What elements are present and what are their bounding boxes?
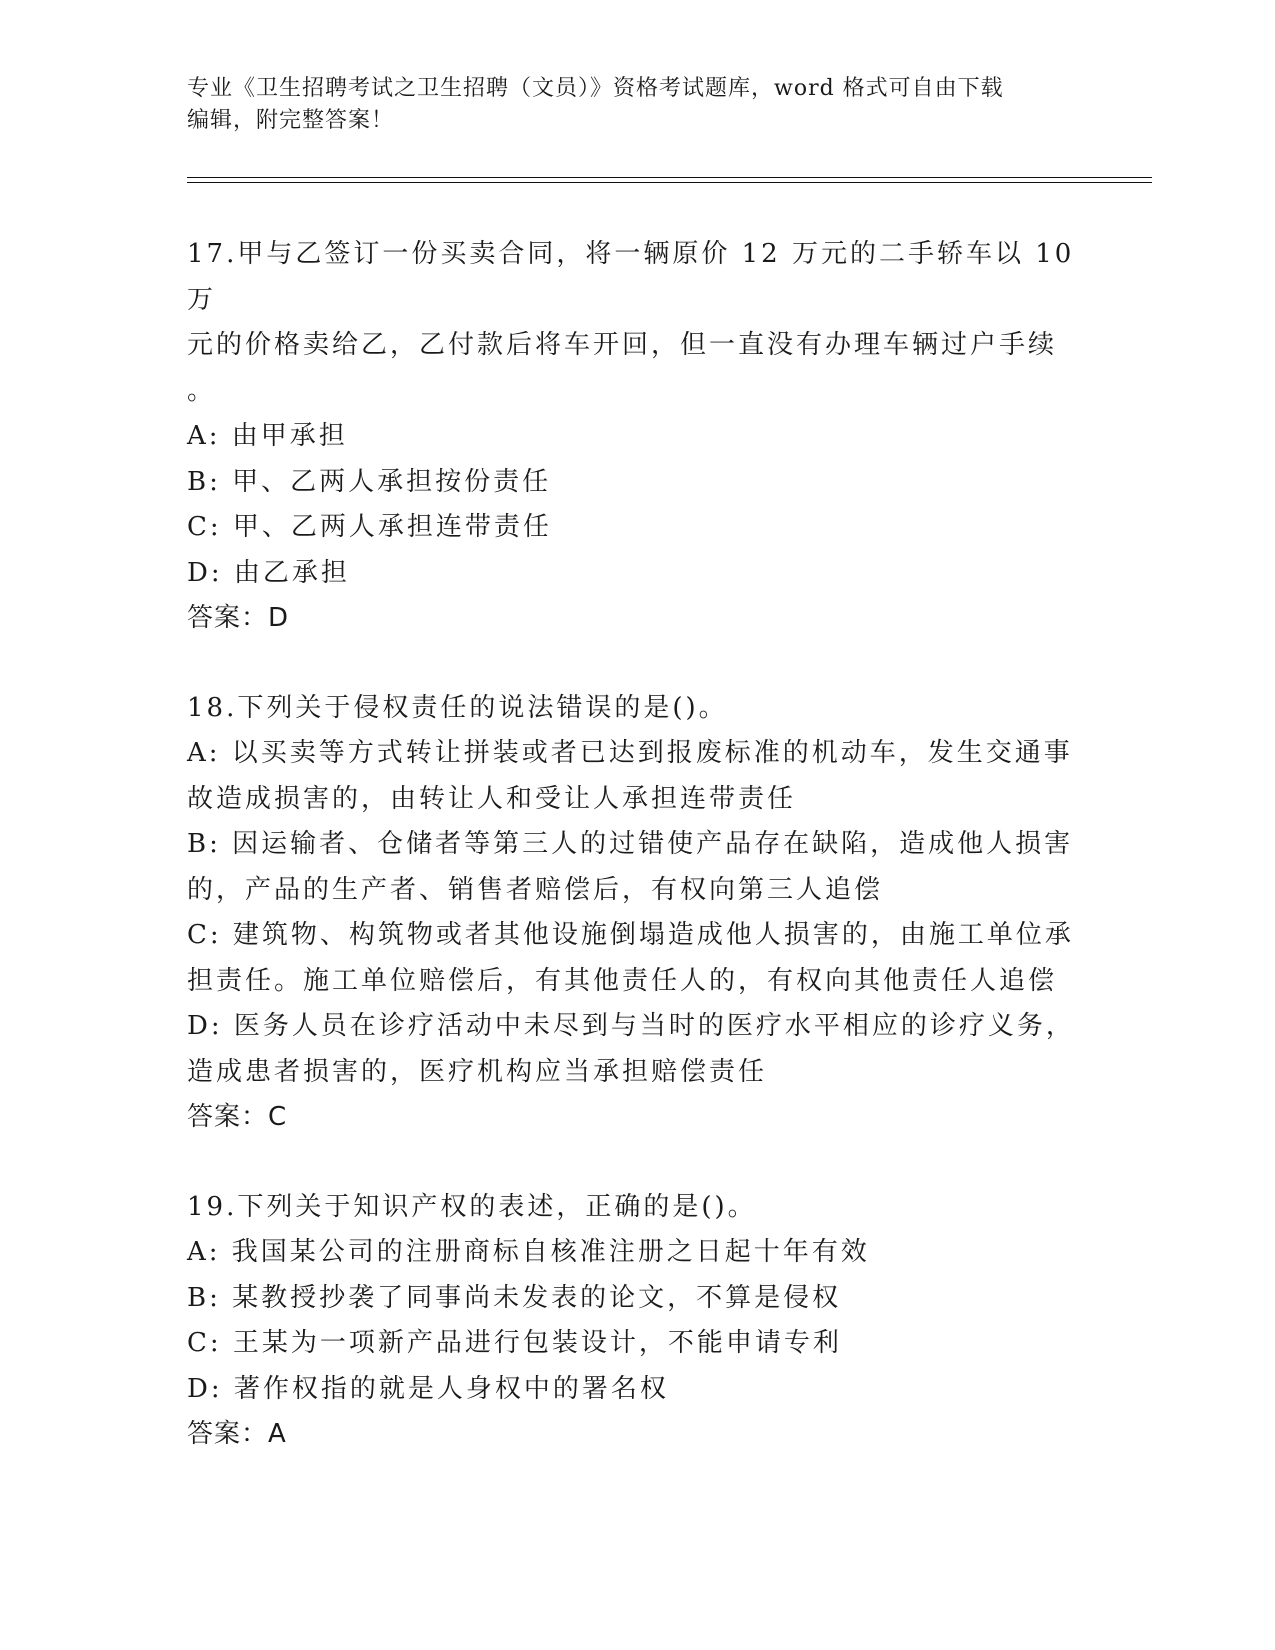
option-b: B: 甲、乙两人承担按份责任	[187, 466, 552, 497]
question-17	[187, 232, 1087, 642]
option-a-line-2: 故造成损害的，由转让人和受让人承担连带责任	[187, 783, 797, 814]
question-stem-line: 19.下列关于知识产权的表述，正确的是()。	[187, 1191, 757, 1222]
question-stem-line: 。	[187, 375, 217, 406]
option-a-line-1: A: 以买卖等方式转让拼装或者已达到报废标准的机动车，发生交通事	[187, 738, 1073, 768]
option-d-line-1: D: 医务人员在诊疗活动中未尽到与当时的医疗水平相应的诊疗义务，	[187, 1011, 1075, 1041]
header-line-2: 编辑，附完整答案！	[187, 108, 395, 133]
question-stem-line: 18.下列关于侵权责任的说法错误的是()。	[187, 692, 728, 723]
header-divider-top	[187, 177, 1152, 178]
answer-line: 答案：D	[187, 603, 290, 633]
option-a: A: 由甲承担	[187, 421, 348, 451]
option-d-line-2: 造成患者损害的，医疗机构应当承担赔偿责任	[187, 1056, 768, 1087]
option-c-line-2: 担责任。施工单位赔偿后，有其他责任人的，有权向其他责任人追偿	[187, 965, 1058, 996]
answer-line: 答案：A	[187, 1419, 287, 1449]
option-b-line-1: B: 因运输者、仓储者等第三人的过错使产品存在缺陷，造成他人损害	[187, 829, 1074, 859]
answer-line: 答案：C	[187, 1102, 288, 1132]
question-list	[187, 232, 1087, 1502]
header-line-1: 专业《卫生招聘考试之卫生招聘（文员）》资格考试题库，word 格式可自由下载	[187, 76, 1004, 101]
question-stem-line: 17.甲与乙签订一份买卖合同，将一辆原价 12 万元的二手轿车以 10 万	[187, 239, 1086, 315]
option-c: C: 王某为一项新产品进行包装设计，不能申请专利	[187, 1328, 842, 1358]
option-c: C: 甲、乙两人承担连带责任	[187, 512, 552, 542]
option-a: A: 我国某公司的注册商标自核准注册之日起十年有效	[187, 1237, 870, 1267]
option-d: D: 著作权指的就是人身权中的署名权	[187, 1373, 669, 1404]
question-stem-line: 元的价格卖给乙，乙付款后将车开回，但一直没有办理车辆过户手续	[187, 330, 1058, 360]
option-b: B: 某教授抄袭了同事尚未发表的论文，不算是侵权	[187, 1282, 842, 1313]
question-19	[187, 1185, 1087, 1458]
question-18	[187, 686, 1087, 1141]
option-c-line-1: C: 建筑物、构筑物或者其他设施倒塌造成他人损害的，由施工单位承	[187, 920, 1074, 950]
document-header	[187, 73, 1067, 137]
header-divider-bottom	[187, 182, 1152, 183]
option-b-line-2: 的，产品的生产者、销售者赔偿后，有权向第三人追偿	[187, 874, 884, 905]
option-d: D: 由乙承担	[187, 557, 350, 588]
